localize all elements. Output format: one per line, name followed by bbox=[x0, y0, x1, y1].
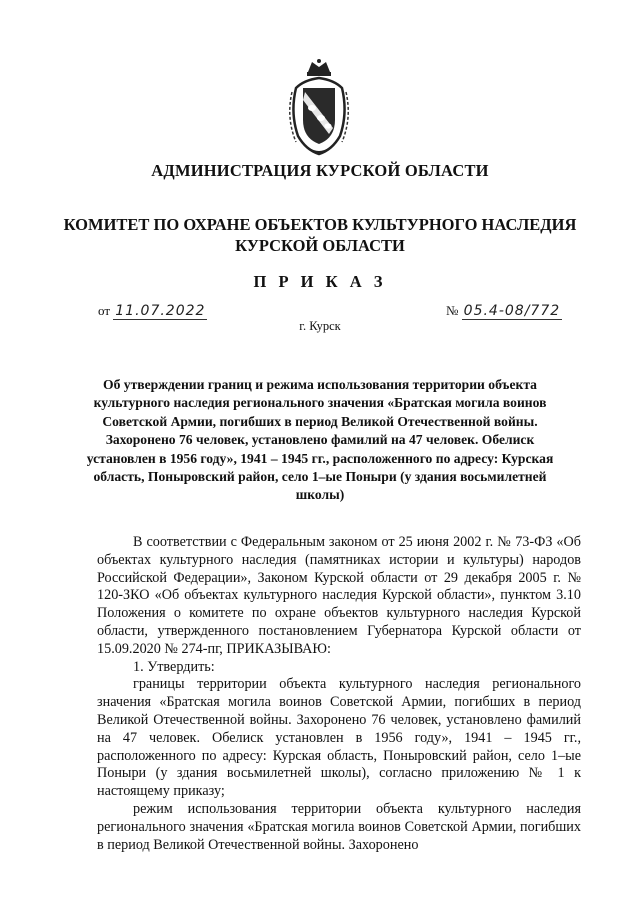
body-paragraph-3: границы территории объекта культурного наследия регионального значения «Братская могила воинов Советской Армии, погибших в период Великой Отечественной войны. Захоронено 76 человек, установлено фамилий на 47 человек. Обелиск установлен в 1956 году», 1941 – 1945 гг., расположенного по адресу: Курская область, Поныровский район, село 1–ые Поныри (у здания восьмилетней школы), согласно приложению № 1 к настоящему приказу; bbox=[97, 676, 581, 800]
coat-of-arms-icon bbox=[286, 58, 352, 158]
body-paragraph-1: В соответствии с Федеральным законом от 25 июня 2002 г. № 73-ФЗ «Об объектах культурного наследия (памятниках истории и культуры) народов Российской Федерации», Законом Курской области от 29 декабря 2005 г. № 120-ЗКО «Об объектах культурного наследия Курской области», пунктом 3.10 Положения о комитете по охране объектов культурного наследия Курской области, утвержденного постановлением Губернатора Курской области от 15.09.2020 № 274-пг, ПРИКАЗЫВАЮ: bbox=[97, 534, 581, 657]
order-title: Об утверждении границ и режима использования территории объекта культурного наследия регионального значения «Братская могила воинов Советской Армии, погибших в период Великой Отечественной войны. Захоронено 76 человек, установлено фамилий на 47 человек. Обелиск установлен в 1956 году», 1941 – 1945 гг., расположенного по адресу: Курская область, Поныровский район, село 1–ые Поныри (у здания восьмилетней школы) bbox=[86, 377, 554, 503]
committee-name-line2: КУРСКОЙ ОБЛАСТИ bbox=[235, 236, 405, 255]
order-number bbox=[446, 303, 562, 319]
body-paragraph-2: 1. Утвердить: bbox=[133, 658, 215, 675]
city: г. Курск bbox=[299, 319, 341, 333]
document-type: П Р И К А З bbox=[253, 272, 387, 291]
number-prefix: № bbox=[446, 303, 459, 318]
order-date bbox=[98, 303, 207, 319]
agency-name: АДМИНИСТРАЦИЯ КУРСКОЙ ОБЛАСТИ bbox=[151, 161, 489, 180]
date-value: 11.07.2022 bbox=[115, 303, 206, 319]
committee-name-line1: КОМИТЕТ ПО ОХРАНЕ ОБЪЕКТОВ КУЛЬТУРНОГО НАСЛЕДИЯ bbox=[63, 215, 577, 234]
order-body bbox=[97, 534, 581, 854]
date-prefix: от bbox=[98, 303, 111, 318]
body-paragraph-4: режим использования территории объекта культурного наследия регионального значения «Братская могила воинов Советской Армии, погибших в период Великой Отечественной войны. Захоронено bbox=[97, 800, 581, 853]
committee-name bbox=[0, 214, 640, 256]
number-value: 05.4-08/772 bbox=[463, 303, 561, 319]
